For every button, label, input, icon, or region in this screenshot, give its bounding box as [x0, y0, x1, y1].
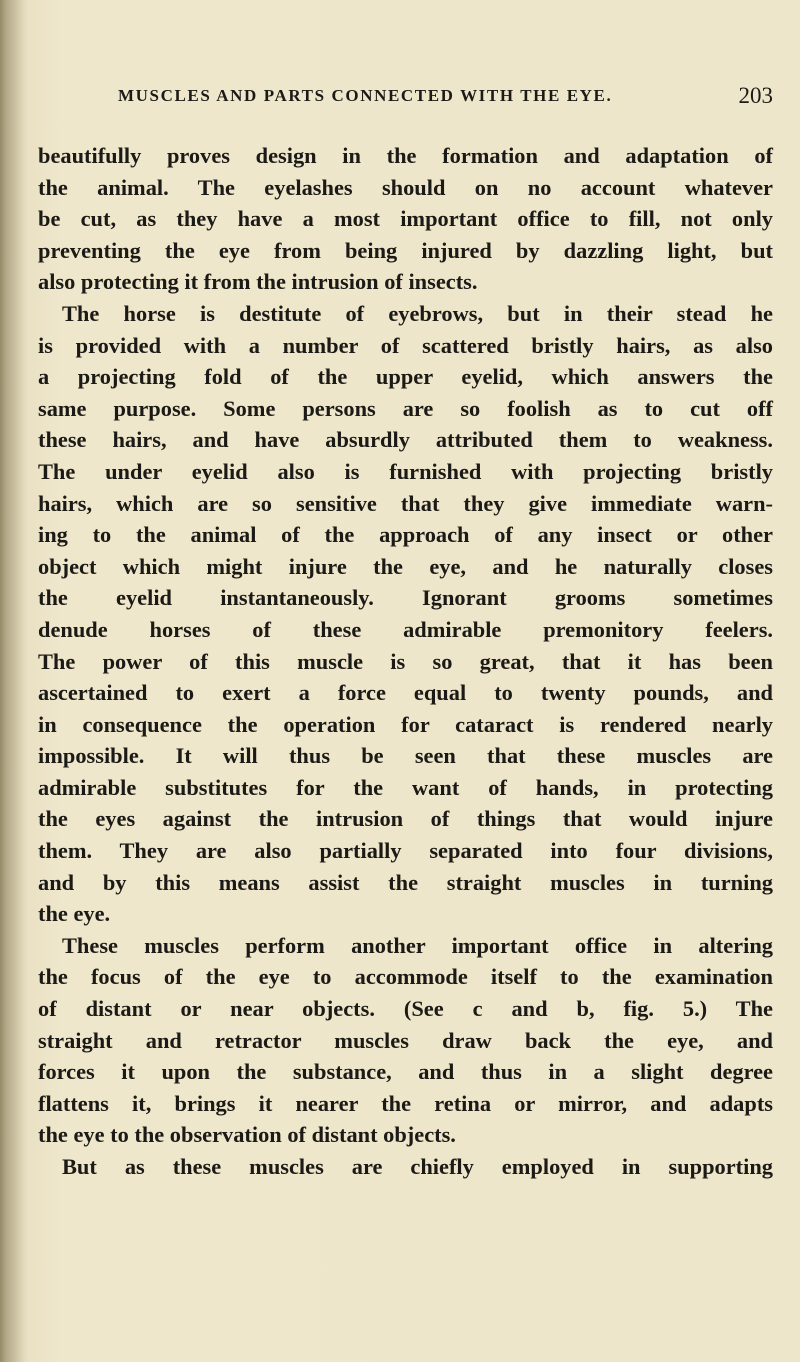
- text-line: the animal. The eyelashes should on no account whatever: [38, 174, 773, 200]
- text-line: ascertained to exert a force equal to twenty pounds, and: [38, 680, 773, 706]
- text-line: a projecting fold of the upper eyelid, which answers the: [38, 364, 773, 390]
- body-text: [38, 140, 773, 1183]
- running-head: [38, 83, 773, 116]
- text-line: is provided with a number of scattered bristly hairs, as also: [38, 332, 773, 358]
- text-line: hairs, which are so sensitive that they give immediate warn-: [38, 490, 773, 516]
- text-line: straight and retractor muscles draw back the eye, and: [38, 1027, 773, 1053]
- text-line: denude horses of these admirable premonitory feelers.: [38, 616, 773, 642]
- text-line: of distant or near objects. (See c and b, fig. 5.) The: [38, 996, 773, 1022]
- paragraph-first-line: The horse is destitute of eyebrows, but in their stead he: [62, 300, 773, 326]
- text-line: the eye to the observation of distant objects.: [38, 1122, 456, 1148]
- text-line: the eyelid instantaneously. Ignorant grooms sometimes: [38, 585, 773, 611]
- text-line: admirable substitutes for the want of hands, in protecting: [38, 774, 773, 800]
- text-line: same purpose. Some persons are so foolish as to cut off: [38, 395, 773, 421]
- text-line: the eyes against the intrusion of things that would injure: [38, 806, 773, 832]
- text-line: be cut, as they have a most important office to fill, not only: [38, 206, 773, 232]
- text-line: forces it upon the substance, and thus in a slight degree: [38, 1059, 773, 1085]
- text-line: beautifully proves design in the formation and adaptation of: [38, 143, 773, 168]
- text-line: them. They are also partially separated into four divisions,: [38, 838, 773, 864]
- running-head-title: MUSCLES AND PARTS CONNECTED WITH THE EYE.: [118, 86, 613, 105]
- page-number: 203: [738, 83, 773, 108]
- text-line: in consequence the operation for cataract is rendered nearly: [38, 711, 773, 737]
- text-line: and by this means assist the straight muscles in turning: [38, 869, 773, 895]
- text-line: ing to the animal of the approach of any insect or other: [38, 522, 773, 548]
- text-line: these hairs, and have absurdly attributed them to weakness.: [38, 427, 773, 453]
- text-line: object which might injure the eye, and he naturally closes: [38, 553, 773, 579]
- text-line: The power of this muscle is so great, that it has been: [38, 648, 773, 674]
- text-line: flattens it, brings it nearer the retina or mirror, and adapts: [38, 1090, 773, 1116]
- text-line: the eye.: [38, 901, 111, 927]
- paragraph-first-line: But as these muscles are chiefly employed in supporting: [62, 1154, 773, 1179]
- text-line: also protecting it from the intrusion of insects.: [38, 269, 478, 295]
- text-line: preventing the eye from being injured by dazzling light, but: [38, 237, 773, 263]
- text-line: The under eyelid also is furnished with projecting bristly: [38, 458, 773, 484]
- text-line: impossible. It will thus be seen that these muscles are: [38, 743, 773, 769]
- text-line: the focus of the eye to accommode itself to the examination: [38, 964, 773, 990]
- paragraph-first-line: These muscles perform another important office in altering: [62, 932, 773, 958]
- binding-shadow: [0, 0, 28, 1362]
